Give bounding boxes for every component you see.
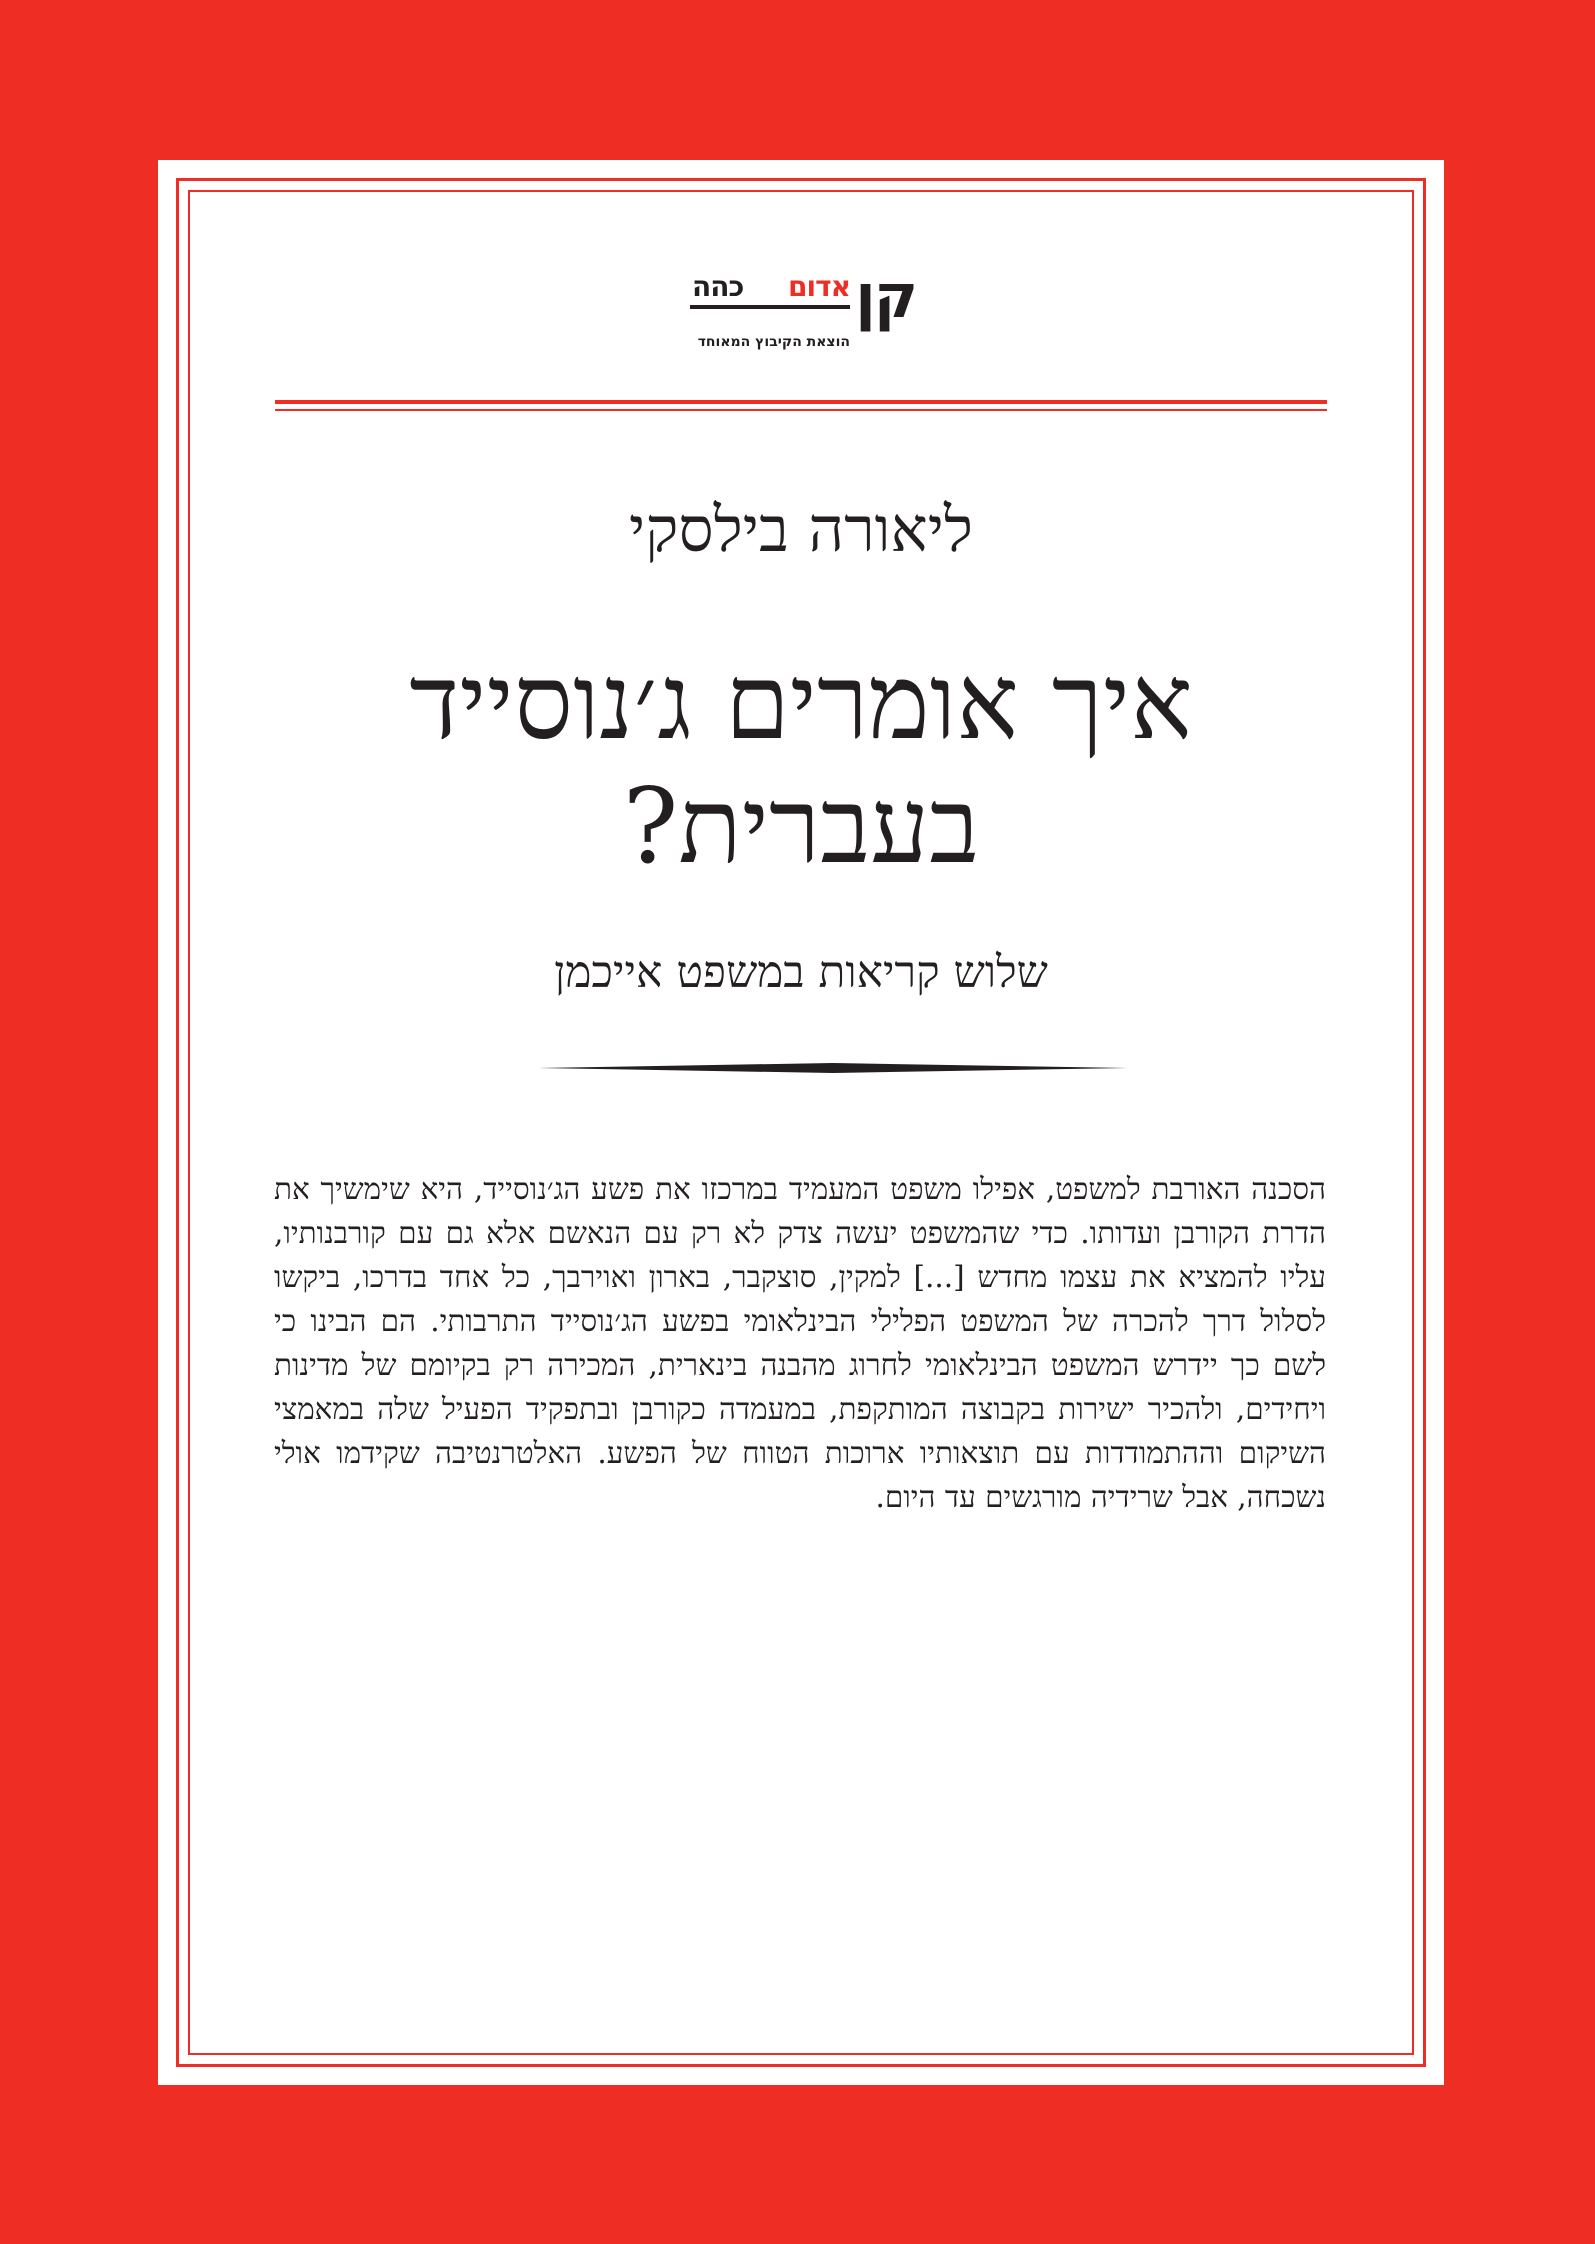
publisher-subline: הוצאת הקיבוץ המאוחד	[697, 334, 850, 350]
publisher-logo-adom: אדום	[788, 270, 850, 303]
book-subtitle: שלוש קריאות במשפט אייכמן	[554, 947, 1048, 998]
back-blurb-text: הסכנה האורבת למשפט, אפילו משפט המעמיד במרכזו את פשע הג׳נוסייד, היא שימשיך את הדרת הקורבן ועדותו. כדי שהמשפט יעשה צדק לא רק עם הנאשם אלא גם עם קורבנותיו, עליו להמציא את עצמו מחדש [...] למקין, סוצקבר, בארון ואוירבך, כל אחד בדרכו, ביקשו לסלול דרך להכרה של המשפט הפלילי הבינלאומי בפשע הג׳נוסייד התרבותי. הם הבינו כי לשם כך יידרש המשפט הבינלאומי לחרוג מהבנה בינארית, המכירה רק בקיומם של מדינות ויחידים, ולהכיר ישירות בקבוצה המותקפת, במעמדה כקורבן ובתפקיד הפעיל שלה במאמצי השיקום וההתמודדות עם תוצאותיו ארוכות הטווח של הפשע. האלטרנטיבה שקידמו אולי נשכחה, אבל שרידיה מורגשים עד היום.	[274, 1172, 1326, 1514]
book-title-line-1: איך אומרים ג׳נוסייד	[409, 641, 1193, 763]
book-title-line-2: בעברית?	[622, 765, 980, 887]
publisher-logo-main	[686, 262, 916, 332]
inner-frame-border	[188, 190, 1414, 2055]
ornament-divider	[538, 1058, 1128, 1078]
cover-panel	[158, 160, 1444, 2085]
publisher-logo-underline	[690, 305, 850, 309]
publisher-logo-kan: קן	[855, 262, 916, 332]
author-name: ליאורה בילסקי	[629, 493, 973, 566]
header-rule-thick	[275, 400, 1327, 404]
book-title	[198, 640, 1404, 888]
publisher-logo-kaha: כהה	[692, 270, 744, 303]
publisher-logo-box	[690, 270, 850, 322]
publisher-logo	[686, 262, 916, 358]
header-rule-thin	[275, 409, 1327, 411]
